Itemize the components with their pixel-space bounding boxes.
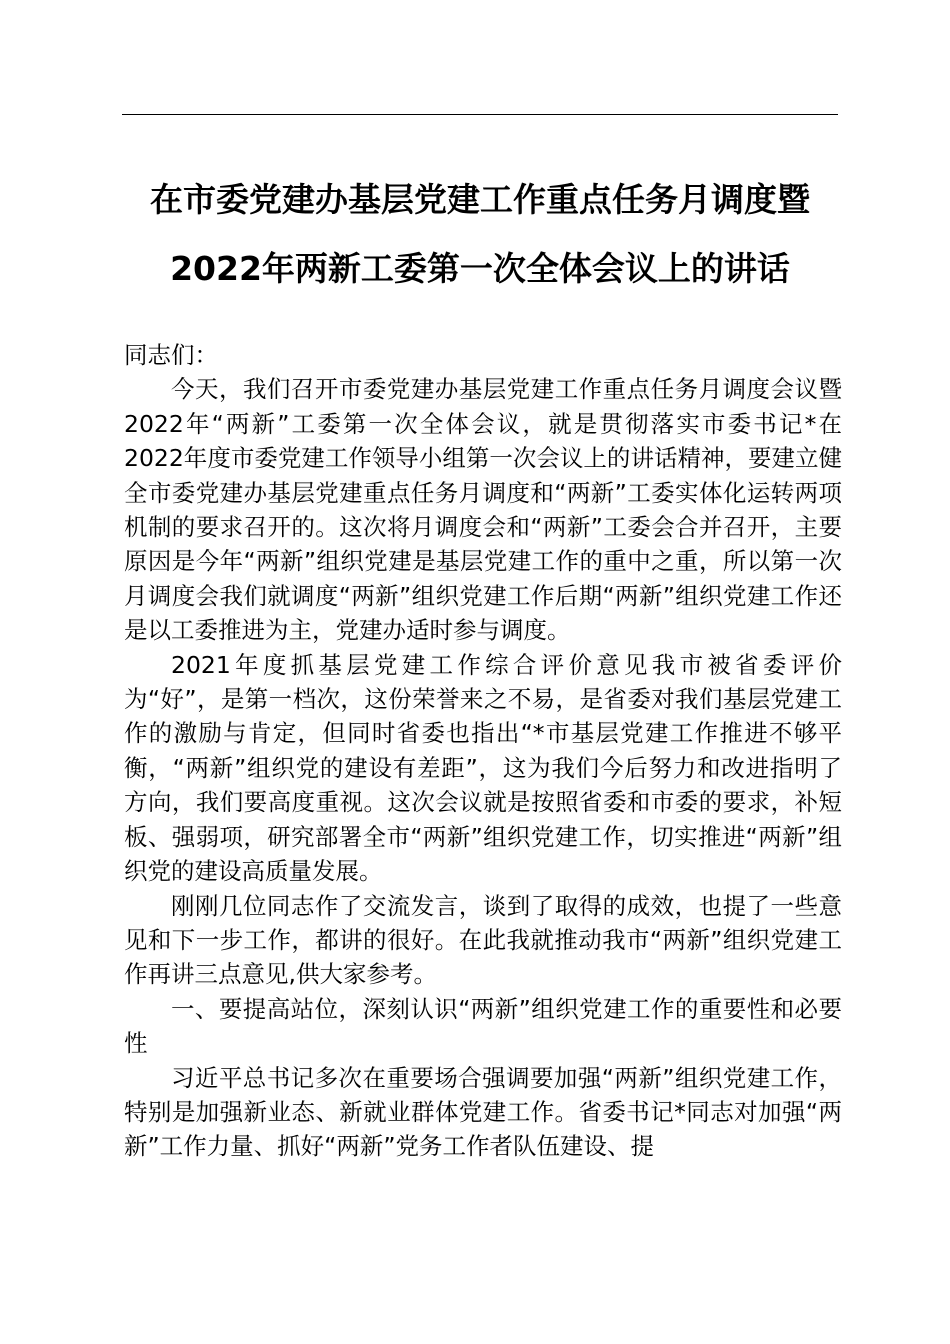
paragraph: 刚刚几位同志作了交流发言，谈到了取得的成效，也提了一些意见和下一步工作，都讲的很好。在此我就推动我市“两新”组织党建工作再讲三点意见,供大家参考。	[124, 891, 842, 989]
paragraph: 今天，我们召开市委党建办基层党建工作重点任务月调度会议暨2022年“两新”工委第一次全体会议，就是贯彻落实市委书记*在2022年度市委党建工作领导小组第一次会议上的讲话精神，要建立健全市委党建办基层党建重点任务月调度和“两新”工委实体化运转两项机制的要求召开的。这次将月调度会和“两新”工委会合并召开，主要原因是今年“两新”组织党建是基层党建工作的重中之重，所以第一次月调度会我们就调度“两新”组织党建工作后期“两新”组织党建工作还是以工委推进为主，党建办适时参与调度。	[124, 375, 842, 645]
paragraph: 习近平总书记多次在重要场合强调要加强“两新”组织党建工作，特别是加强新业态、新就业群体党建工作。省委书记*同志对加强“两新”工作力量、抓好“两新”党务工作者队伍建设、提	[124, 1063, 842, 1161]
header-rule	[122, 114, 838, 115]
document-title-line-2: 2022年两新工委第一次全体会议上的讲话	[170, 249, 790, 288]
paragraph: 2021年度抓基层党建工作综合评价意见我市被省委评价为“好”，是第一档次，这份荣誉来之不易，是省委对我们基层党建工作的激励与肯定，但同时省委也指出“*市基层党建工作推进不够平衡，“两新”组织党的建设有差距”，这为我们今后努力和改进指明了方向，我们要高度重视。这次会议就是按照省委和市委的要求，补短板、强弱项，研究部署全市“两新”组织党建工作，切实推进“两新”组织党的建设高质量发展。	[124, 650, 842, 886]
section-heading: 一、要提高站位，深刻认识“两新”组织党建工作的重要性和必要性	[124, 994, 842, 1058]
salutation: 同志们：	[124, 341, 218, 369]
document-title-line-1: 在市委党建办基层党建工作重点任务月调度暨	[150, 180, 810, 219]
document-body	[124, 338, 842, 1164]
